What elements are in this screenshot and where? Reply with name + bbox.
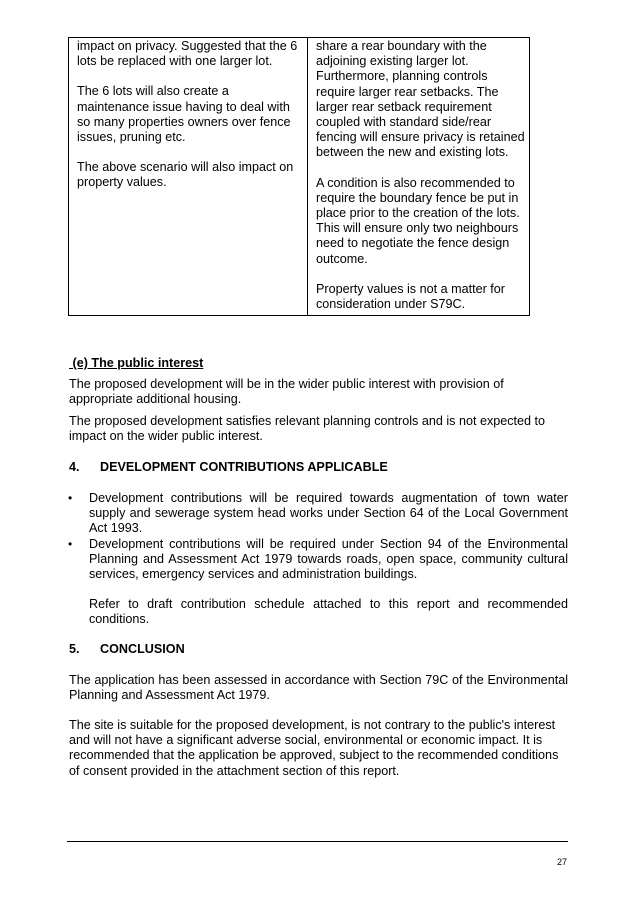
submission-response-table [68,37,530,316]
footer-divider [67,841,568,842]
response-cell [308,38,530,316]
response-para: share a rear boundary with the adjoining existing larger lot. Furthermore, planning controls require larger rear setbacks. The larger rear setback requirement coupled with standard side/rear fencing will ensure privacy is retained between the new and existing lots. [316,39,525,160]
public-interest-paragraph-2: The proposed development satisfies relevant planning controls and is not expected to impact on the wider public interest. [69,414,546,444]
response-para: A condition is also recommended to require the boundary fence be put in place prior to the creation of the lots. This will ensure only two neighbours need to negotiate the fence design outcome. [316,175,520,266]
contribution-schedule-note: Refer to draft contribution schedule attached to this report and recommended conditions. [89,597,568,627]
section-4-heading [69,460,569,475]
section-5-title: CONCLUSION [100,642,185,656]
list-item [69,491,568,537]
table-row [69,38,530,316]
section-4-title: DEVELOPMENT CONTRIBUTIONS APPLICABLE [100,460,388,474]
section-5-heading [69,642,569,657]
list-item-text: Development contributions will be required towards augmentation of town water supply and sewerage system head works under Section 64 of the Local Government Act 1993. [89,491,568,536]
submission-para: impact on privacy. Suggested that the 6 lots be replaced with one larger lot. [77,39,298,69]
response-para: Property values is not a matter for consideration under S79C. [316,281,505,312]
contributions-list [69,491,568,582]
section-5-number: 5. [69,642,80,656]
submission-cell [69,38,308,316]
conclusion-paragraph-2: The site is suitable for the proposed development, is not contrary to the public's interest and will not have a significant adverse social, environmental or economic impact. It is recommended that the application be approved, subject to the recommended conditions of consent provided in the attachment section of this report. [69,718,559,778]
section-4-number: 4. [69,460,80,474]
page-number: 27 [556,857,567,867]
list-item-text: Development contributions will be required under Section 94 of the Environmental Planning and Assessment Act 1979 towards roads, open space, community cultural services, emergency services and administration buildings. [89,536,568,582]
submission-para: The 6 lots will also create a maintenance issue having to deal with so many properties owners over fence issues, pruning etc. [77,84,291,145]
conclusion-paragraph-1: The application has been assessed in accordance with Section 79C of the Environmental Planning and Assessment Act 1979. [69,673,568,703]
public-interest-heading [69,356,569,371]
list-item [69,537,568,583]
submission-para: The above scenario will also impact on property values. [77,160,294,190]
public-interest-paragraph-1: The proposed development will be in the wider public interest with provision of appropriate additional housing. [69,377,504,407]
bullet-icon: • [68,491,73,505]
bullet-icon: • [68,536,73,551]
public-interest-heading-text: (e) The public interest [69,356,204,370]
